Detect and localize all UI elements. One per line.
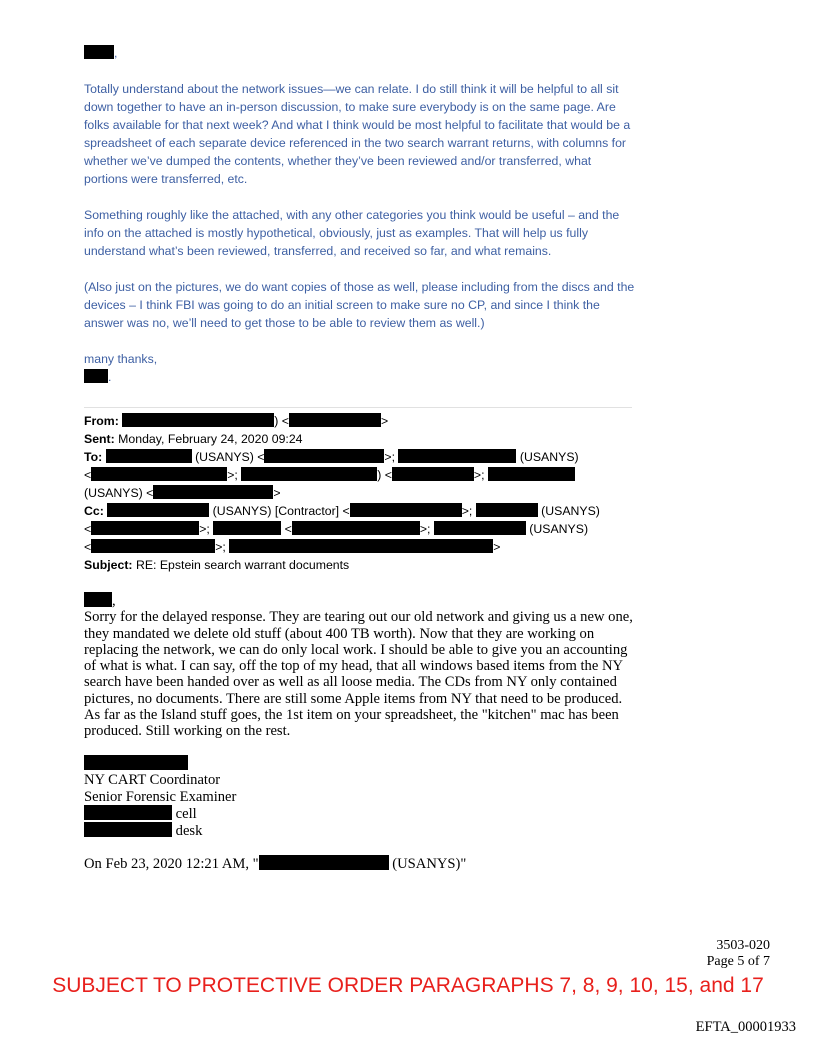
cc-line-3: < >; > [84,540,501,554]
redaction [213,521,281,535]
redaction [289,413,381,427]
original-message [84,592,636,740]
signature-title-1: NY CART Coordinator [84,772,221,789]
cc-line-2: < >; < >; (USANYS) [84,522,589,536]
to-line-2: < >; ) < >; [84,466,634,484]
original-greeting: , [84,592,636,609]
redaction [107,503,209,517]
signature-cell: cell [84,805,384,822]
reply-greeting: , [84,44,634,62]
redaction [122,413,274,427]
sent-line: Sent: Monday, February 24, 2020 09:24 [84,432,303,446]
protective-order-notice: SUBJECT TO PROTECTIVE ORDER PARAGRAPHS 7, 8, 9, 10, 15, and 17 [52,974,764,997]
reply-paragraph-2: Something roughly like the attached, with any other categories you think would be useful – and the info on the attached is mostly hypothetical, obviously, just as examples. That will help us fully understand what’s been reviewed, transferred, and received so far, and what remains. [84,208,620,258]
subject-line: Subject: RE: Epstein search warrant documents [84,558,350,572]
redaction [84,805,172,820]
signature-name [84,755,384,772]
redaction [91,521,199,535]
signature-title-2: Senior Forensic Examiner [84,788,237,805]
header-divider [84,407,632,408]
to-line-1: To: (USANYS) < >; (USANYS) [84,450,579,464]
redaction [153,485,273,499]
redaction [264,449,384,463]
reply-body [84,80,636,386]
page-marker [707,938,770,970]
bates-number: EFTA_00001933 [695,1019,796,1035]
redaction [434,521,526,535]
reply-paragraph-1: Totally understand about the network issues—we can relate. I do still think it will be helpful to all sit down together to have an in-person discussion, to make sure everybody is on the same page. Are folks available for that next week? And what I think would be most helpful to facilitate that would be a spreadsheet of each separate device referenced in the two search warrant returns, with columns for whether we’ve dumped the contents, whether they’ve been reviewed and/or transferred, what portions were transferred, etc. [84,82,631,186]
redaction [350,503,462,517]
doc-code: 3503-020 [716,938,770,953]
redaction [241,467,377,481]
redaction [488,467,575,481]
page-number: Page 5 of 7 [706,954,770,969]
redaction [91,467,227,481]
redaction [229,539,493,553]
redaction [398,449,516,463]
redaction [392,467,474,481]
redaction [84,369,108,383]
redaction [84,592,112,607]
redaction [84,45,114,59]
reply-signature: . [84,368,636,386]
signature-desk: desk [84,822,384,839]
signature-block [84,755,384,839]
redaction [84,755,188,770]
reply-signoff: many thanks, [84,352,158,366]
quote-line: On Feb 23, 2020 12:21 AM, " (USANYS)" [84,856,467,872]
redaction [476,503,538,517]
original-body: Sorry for the delayed response. They are tearing out our old network and giving us a new one, they mandated we delete old stuff (about 400 TB worth). Now that they are working on replacing the network, we can do only local work. I should be able to give you an accounting of what is what. I can say, off the top of my head, that all windows based items from the NY search have been handed over as well as all loose media. The CDs from NY only contained pictures, no documents. There are still some Apple items from NY that need to be produced. As far as the Island stuff goes, the 1st item on your spreadsheet, the "kitchen" mac has been produced. Still working on the rest. [84,609,633,740]
cc-line-1: Cc: (USANYS) [Contractor] < >; (USANYS) [84,504,600,518]
reply-paragraph-3: (Also just on the pictures, we do want copies of those as well, please including from the discs and the devices – I think FBI was going to do an initial screen to make sure no CP, and since I think the answer was no, we’ll need to get those to be able to review them as well.) [84,280,635,330]
redaction [259,855,389,870]
redaction [91,539,215,553]
redaction [106,449,192,463]
redaction [292,521,420,535]
from-line: From: ) < > [84,414,389,428]
email-header [84,412,634,574]
redaction [84,822,172,837]
to-line-3: (USANYS) < > [84,486,281,500]
